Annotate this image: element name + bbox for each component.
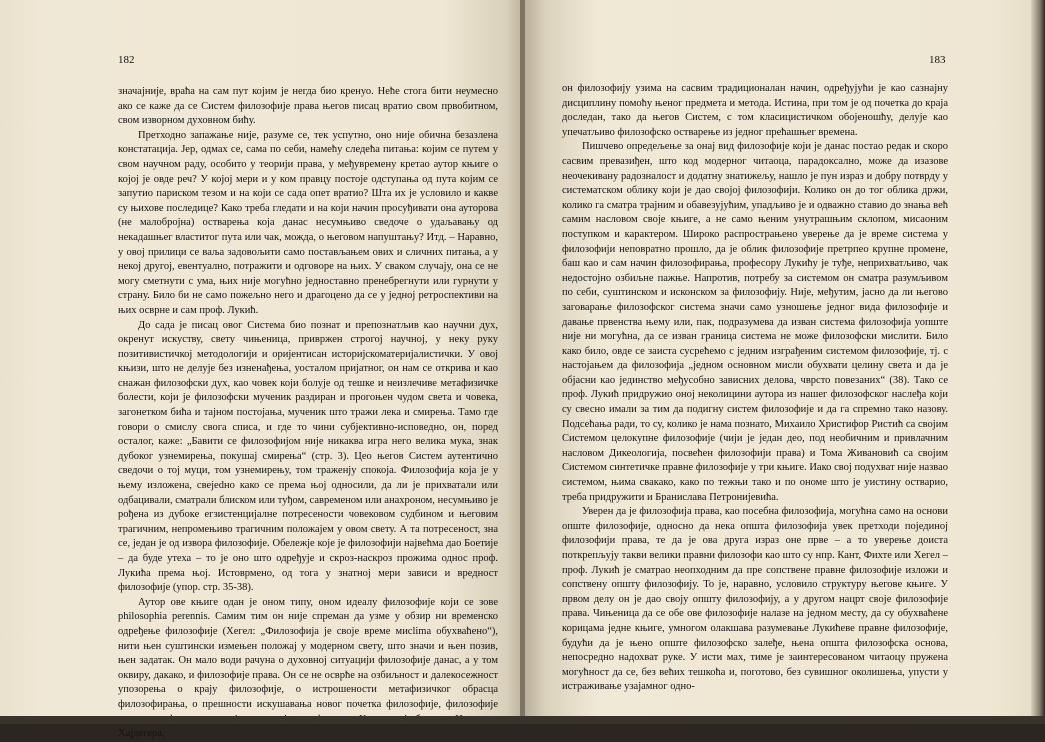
paragraph: Пишчево опредељење за онај вид филозофије који је данас постао редак и скоро сасвим превазиђен, што код модерног читаоца, парадоксално, може да изазове неочекивану радозналост и додатну знатижељу, нашло је пун израз и добру потврду у систематском облику који је дао својој филозофији. Колико он до тог облика држи, колико га сматра трајним и обавезујућим, упадљиво је и одважно ставио до знања већ самим насловом своје књиге, а не само њеним унутрашњим склопом, мисаоним поступком и карактером. Широко распрострањено уверење да је време система у филозофији неповратно прошло, да је облик филозофије претрпео крупне промене, баш као и сам начин филозофирања, професору Лукићу је туђе, неприхватљиво, чак недостојно озбиљне пажње. Напротив, потребу за системом он сматра разумљивом по себи, суштинском и исконском за филозофију. Није, међутим, јасно да ли његово заговарање филозофског система значи само узношење једног вида филозофије и давање првенства њему или, пак, подразумева да изван система филозофија уопште није ни могућна, да се изван граница система не може филозофски мислити. Било како било, овде се заиста сусрећемо с једним изграђеним системом филозофије, тј. с настојањем да филозофија „једном основном мисли обухвати целину света и да је објасни као јединство међусобно зависних делова, чврсто повезаних“ (38). Тако се проф. Лукић придружио оној неколицини аутора из нашег филозофског наслеђа који су свесно имали за тим да подигну систем филозофије и да га спремно тако назову. Подсећања ради, то су, колико је нама познато, Михаило Христифор Ристић са својим Системом целокупне филозофије (чији је један део, под необичним и привлачним насловом Дикеологија, посвећен филозофији права) и Тома Живановић са својим Системом синтетичке правне филозофије у три књиге. Иако свој подухват није назвао системом, њима свакако, како по тежњи тако и по ономе што је уистину остварио, треба придружити и Бранислава Петронијевића. [562,141,948,503]
page-body-text [118,85,498,742]
paragraph: значајније, враћа на сам пут којим је негда био кренуо. Неће стога бити неумесно ако се каже да се Систем филозофије права његов писац вратио свом првобитном, свом изворном духовном бићу. [118,86,498,127]
paragraph: До сада је писац овог Система био познат и препознатљив као научни дух, окренут искуству, свету чињеница, привржен строгој научној, у неку руку позитивистичкој методологији и оријентисан историјскоматеријалистички. У овој књизи, што не делује без изненађења, уосталом пријатног, он нам се открива и као снажан филозофски дух, као човек који болује од тешке и неизлечиве метафизичке болести, који је филозофски мученик раздиран и прогоњен чудом света и човека, загонетком бића и тајном постојања, мученик што тражи лека и смирења. Тамо где говори о смислу свога списа, и где то чини субјективно-исповедно, он, поред осталог, каже: „Бавити се филозофијом није никаква игра него велика мука, знак дубоког узнемирења, покушај смирења“ (стр. 3). Цео његов Систем аутентично сведочи о тој муци, том узнемирењу, том траженју спокоја. Филозофија која је у њему изложена, свејedно како се према њој односили, да ли је прихватали или одбацивали, сматрали блиском или туђом, савременом или анахроном, несумњиво је рођена из дубоке егзистенцијалне потресености човековом судбином и његовим трагичним, непромењиво трагичним положајем у овом свету. А та потресеност, зна се, један је од извора филозофије. Обележје које је филозофији највећма дао Боетије – да буде утеха – то је оно што одређује и скроз-наскроз прожима однос проф. Лукића према њој. Истоврмено, од тога у знатној мери зависи и вредност филозофије (упор. стр. 35-38). [118,319,498,594]
book-bottom-edge [0,716,1045,724]
left-page [0,0,522,740]
paragraph: он филозофију узима на сасвим традиционалан начин, одређујући је као сазнајну дисциплину помоћу њеног предмета и метода. Истина, при том је од почетка до краја доследан, тако да његов Систем, с том класицистичком обојеношћу, делује као упечатљиво филозофско остварење из једног прећашњег времена. [562,83,948,138]
paragraph: Уверен да је филозофија права, као посебна филозофија, могућна само на основи опште филозофије, односно да нека општа филозофија увек претходи појединој филозофији права, те да је ова друга израз оне прве – а то уверење доиста поткрепљују такви велики правни филозофи као што су нпр. Кант, Фихте или Хегел – проф. Лукић је сматрао неопходним да пре сопствене правне филозофије изложи и сопствену општу филозофију. То је, наравно, условило структуру његове књиге. У првом делу он је дао своју општу филозофију, а у другом нацрт своје филозофије права. Чињеница да се обе ове филозофије налазе на једном месту, да су обухваћене корицама једне књиге, умногом олакшава разумевање Лукићеве правне филозофије, будући да је њено опште филозофско залеђе, њена општа филозофска основа, непосредно надохват руке. У исти мах, тиме је заинтересованом читаоцу пружена могућност да се, без већих тешкоћа и, поготово, без сувишног околишења, упусти у истраживање узајамног одно- [562,506,948,693]
paragraph: Аутор ове књиге одан је оном типу, оном идеалу филозофије који се зове philosophia perennis. Самим тим он није спреман да узме у обзир ни временско одређење филозофије (Хегел: „Филозофија је своје време мисlima обухваћено“), нити њен суштински измењен положај у модерном свету, што значи и њен позив, њен задатак. Он мало води рачуна о духовној ситуацији филозофије данас, а у том оквиру, дакако, и филозофије права. Он се не осврће на озбиљност и далекосежност упозорења о крају филозофије, о истрошености метафизичког обрасца филозофирања, о прешности искушавања новог почетка филозофије, филозофије Хајдегера, [118,596,498,740]
right-page [525,0,1045,724]
page-body-text [562,82,948,695]
book-page-edges [1031,0,1045,724]
paragraph: Претходно запажање није, разуме се, тек успутно, оно није обична безазлена констатација. Јер, одмах се, сама по себи, намећу следећа питања: којим се путем у свом научном раду, особито у теорији права, у међувремену кретао аутор књиге о којој је овде реч? У којој мери и у ком правцу постоје одступања од пута којим се запутио париском тезом и на који се сада опет вратио? Шта их је условило и какве су њихове последице? Како треба гледати и на који начин просуђивати она ауторова (не малобројна) остварења која данас несумњиво сведоче о удаљавању од некадашњег властитог пута или чак, можда, о његовом напуштању? Итд. – Наравно, у овој прилици се ваља задовољити само постављањем ових и сличних питања, а у некој другој, евентуално, потражити и одговоре на њих. У сваком случају, она се не могу сметнути с ума, њих није могућно једноставно пренебрегнути или гурнути у страну. Било би не само пожељно него и драгоцено да се у једној ретроспективи на њих осврне и сам проф. Лукић. [118,129,498,316]
page-number: 183 [929,54,946,66]
page-number: 182 [118,54,135,66]
